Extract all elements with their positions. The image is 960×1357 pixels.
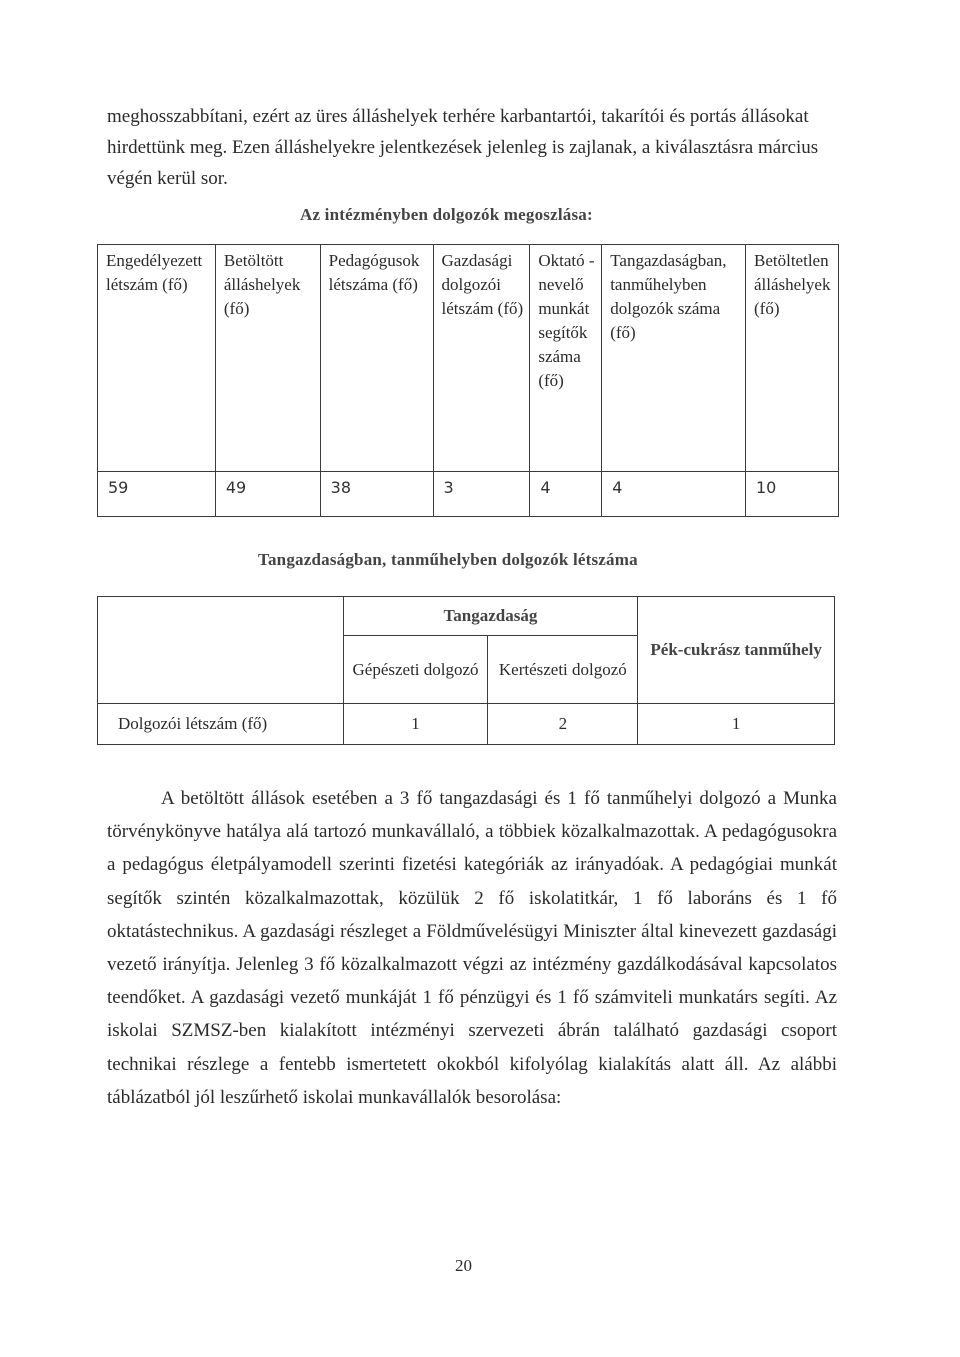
header-pedagogus: Pedagógusok létszáma (fő) (320, 245, 433, 472)
value-betoltott: 49 (215, 472, 320, 517)
header-oktato-nevelo: Oktató - nevelő munkát segítők száma (fő) (530, 245, 602, 472)
value-oktato-nevelo: 4 (530, 472, 602, 517)
row-label-dolgozoi-letszam: Dolgozói létszám (fő) (98, 704, 344, 745)
value-kerteszeti: 2 (488, 704, 638, 745)
empty-corner-cell (98, 597, 344, 704)
body-paragraph (107, 782, 837, 1114)
staff-distribution-table (97, 244, 839, 517)
body-paragraph-text: A betöltött állások esetében a 3 fő tangazdasági és 1 fő tanműhelyi dolgozó a Munka törvénykönyve hatálya alá tartozó munkavállaló, a többiek közalkalmazottak. A pedagógusokra a pedagógus életpályamodell szerinti fizetési kategóriák az irányadóak. A pedagógiai munkát segítők szintén közalkalmazottak, közülük 2 fő iskolatitkár, 1 fő laboráns és 1 fő oktatástechnikus. A gazdasági részleget a Földművelésügyi Miniszter által kinevezett gazdasági vezető irányítja. Jelenleg 3 fő közalkalmazott végzi az intézmény gazdálkodásával kapcsolatos teendőket. A gazdasági vezető munkáját 1 fő pénzügyi és 1 fő számviteli munkatárs segíti. Az iskolai SZMSZ-ben kialakított intézményi szervezeti ábrán található gazdasági csoport technikai részlege a fentebb ismertetett okokból kifolyólag kialakítás alatt áll. Az alábbi táblázatból jól leszűrhető iskolai munkavállalók besorolása: (107, 788, 837, 1108)
header-tangazdasag: Tangazdaságban, tanműhelyben dolgozók száma (fő) (602, 245, 746, 472)
value-gepeszeti: 1 (343, 704, 488, 745)
header-betoltott: Betöltött álláshelyek (fő) (215, 245, 320, 472)
header-betoltetlen: Betöltetlen álláshelyek (fő) (746, 245, 839, 472)
value-pek-cukrasz: 1 (638, 704, 835, 745)
header-gazdasagi: Gazdasági dolgozói létszám (fő) (433, 245, 530, 472)
header-kerteszeti: Kertészeti dolgozó (488, 636, 638, 704)
staff-distribution-title: Az intézményben dolgozók megoszlása: (300, 205, 593, 224)
table-row (98, 704, 835, 745)
header-pek-cukrasz: Pék-cukrász tanműhely (638, 597, 835, 704)
value-betoltetlen: 10 (746, 472, 839, 517)
table-row (98, 472, 839, 517)
value-engedelyezett: 59 (98, 472, 216, 517)
value-gazdasagi: 3 (433, 472, 530, 517)
farm-workers-title: Tangazdaságban, tanműhelyben dolgozók létszáma (258, 550, 638, 569)
farm-workers-table (97, 596, 835, 745)
table-header-row (98, 245, 839, 472)
value-tangazdasag: 4 (602, 472, 746, 517)
header-gepeszeti: Gépészeti dolgozó (343, 636, 488, 704)
header-engedelyezett: Engedélyezett létszám (fő) (98, 245, 216, 472)
page-number: 20 (455, 1256, 472, 1275)
value-pedagogus: 38 (320, 472, 433, 517)
intro-paragraph: meghosszabbítani, ezért az üres álláshelyek terhére karbantartói, takarítói és portás állásokat hirdettünk meg. Ezen álláshelyekre jelentkezések jelenleg is zajlanak, a kiválasztásra március végén kerül sor. (107, 106, 819, 189)
header-tangazdasag-group: Tangazdaság (343, 597, 638, 636)
